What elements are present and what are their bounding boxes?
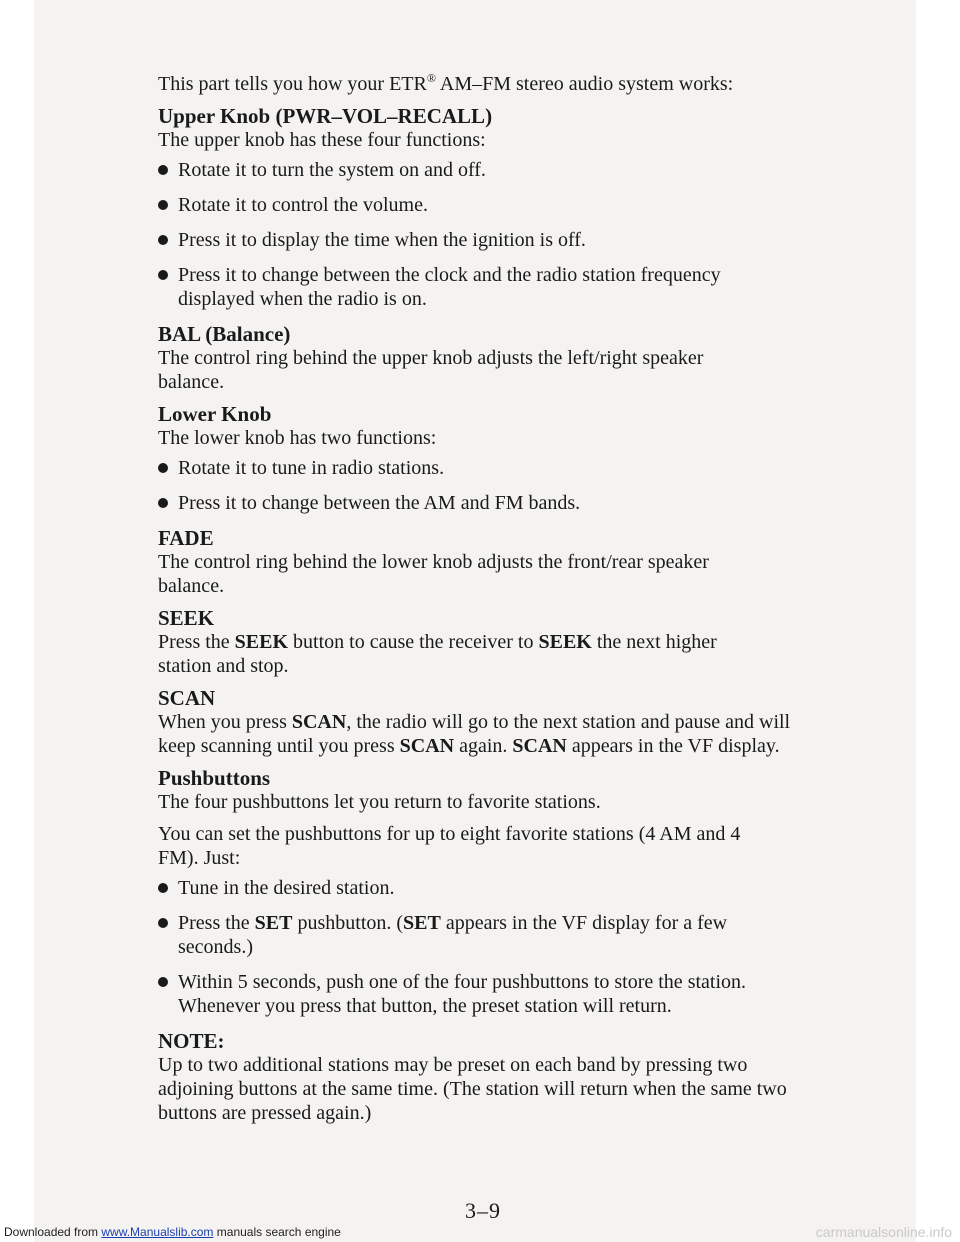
page-number: 3–9 xyxy=(465,1198,501,1223)
lower-knob-heading: Lower Knob xyxy=(158,402,272,426)
section-bal xyxy=(158,322,818,394)
list-item: Press the SET pushbutton. (SET appears in the VF display for a few seconds.) xyxy=(158,911,818,959)
seek-text: Press the SEEK button to cause the receiver to SEEK the next higher station and stop. xyxy=(158,631,717,677)
bullet-icon xyxy=(158,165,168,175)
footer-source: Downloaded from www.Manualslib.com manuals search engine xyxy=(4,1225,341,1239)
bullet-icon xyxy=(158,463,168,473)
pushbuttons-list xyxy=(158,876,818,1018)
lower-knob-text: The lower knob has two functions: xyxy=(158,427,437,449)
list-item: Press it to change between the clock and the radio station frequency displayed when the radio is on. xyxy=(158,263,818,311)
download-footer xyxy=(0,1222,960,1242)
section-note xyxy=(158,1029,818,1125)
bal-text: The control ring behind the upper knob adjusts the left/right speaker balance. xyxy=(158,347,704,393)
note-text: Up to two additional stations may be preset on each band by pressing two adjoining buttons at the same time. (The station will return when the same two buttons are pressed again.) xyxy=(158,1054,787,1124)
note-heading: NOTE: xyxy=(158,1029,225,1053)
watermark-text: carmanualsonline.info xyxy=(815,1224,952,1240)
list-item: Tune in the desired station. xyxy=(158,876,818,900)
section-upper-knob xyxy=(158,104,818,311)
intro-text: This part tells you how your ETR® AM–FM stereo audio system works: xyxy=(158,71,734,95)
bullet-icon xyxy=(158,235,168,245)
list-item: Press it to display the time when the ignition is off. xyxy=(158,228,818,252)
list-item: Within 5 seconds, push one of the four pushbuttons to store the station. Whenever you press that button, the preset station will return. xyxy=(158,970,818,1018)
list-item: Rotate it to control the volume. xyxy=(158,193,818,217)
pushbuttons-text-1: The four pushbuttons let you return to favorite stations. xyxy=(158,791,601,813)
upper-knob-list xyxy=(158,158,818,311)
bal-heading: BAL (Balance) xyxy=(158,322,291,346)
seek-heading: SEEK xyxy=(158,606,215,630)
upper-knob-heading: Upper Knob (PWR–VOL–RECALL) xyxy=(158,104,493,128)
pushbuttons-heading: Pushbuttons xyxy=(158,766,271,790)
scan-heading: SCAN xyxy=(158,686,216,710)
bullet-icon xyxy=(158,918,168,928)
section-lower-knob xyxy=(158,402,818,515)
section-pushbuttons xyxy=(158,766,818,1018)
scan-text: When you press SCAN, the radio will go to the next station and pause and will keep scanning until you press SCAN again. SCAN appears in the VF display. xyxy=(158,711,791,757)
bullet-icon xyxy=(158,498,168,508)
bullet-icon xyxy=(158,200,168,210)
bullet-icon xyxy=(158,883,168,893)
registered-mark: ® xyxy=(426,71,436,85)
bullet-icon xyxy=(158,977,168,987)
bullet-icon xyxy=(158,270,168,280)
section-scan xyxy=(158,686,818,758)
page-content xyxy=(158,72,818,1133)
upper-knob-text: The upper knob has these four functions: xyxy=(158,129,486,151)
lower-knob-list xyxy=(158,456,818,515)
list-item: Rotate it to tune in radio stations. xyxy=(158,456,818,480)
fade-text: The control ring behind the lower knob adjusts the front/rear speaker balance. xyxy=(158,551,709,597)
list-item: Rotate it to turn the system on and off. xyxy=(158,158,818,182)
section-fade xyxy=(158,526,818,598)
manualslib-link[interactable]: www.Manualslib.com xyxy=(101,1225,214,1239)
fade-heading: FADE xyxy=(158,526,214,550)
list-item: Press it to change between the AM and FM bands. xyxy=(158,491,818,515)
pushbuttons-text-2: You can set the pushbuttons for up to eight favorite stations (4 AM and 4 FM). Just: xyxy=(158,823,741,869)
section-seek xyxy=(158,606,818,678)
